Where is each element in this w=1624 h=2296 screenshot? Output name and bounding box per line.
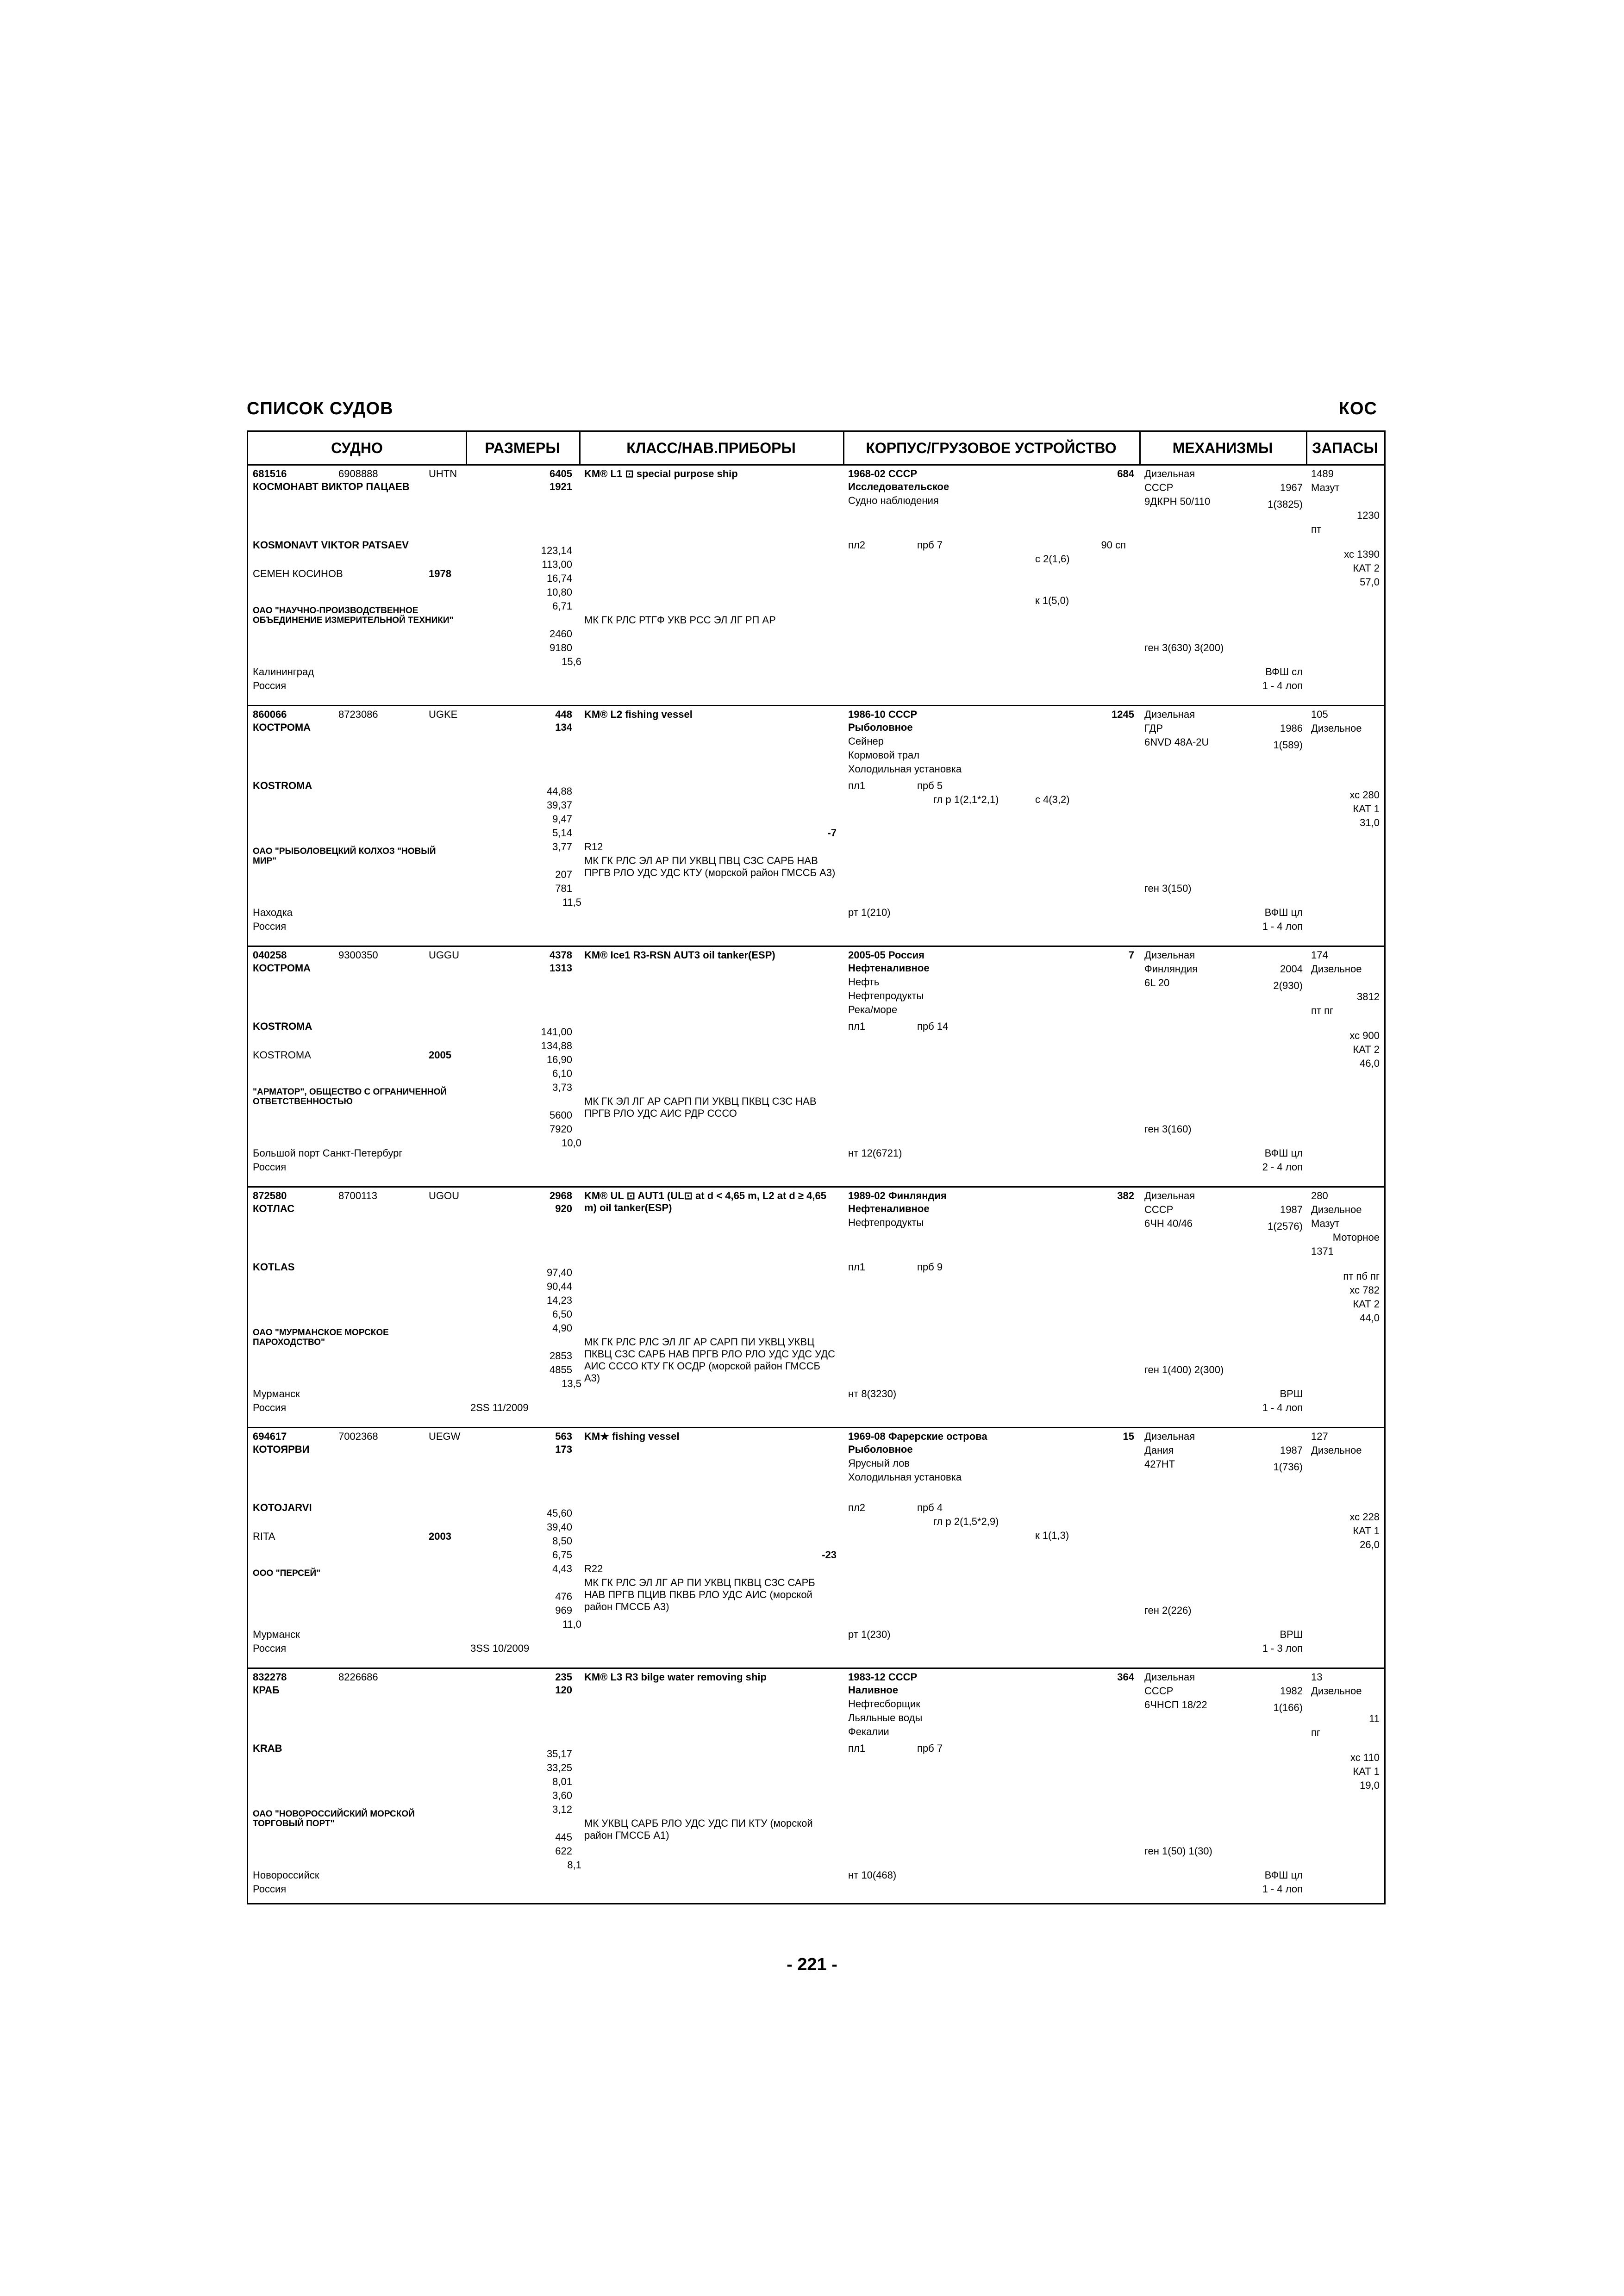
vessel-owner: ОАО "РЫБОЛОВЕЦКИЙ КОЛХОЗ "НОВЫЙ МИР" bbox=[253, 846, 436, 866]
cargo-capacity: нт 8(3230) bbox=[848, 1388, 897, 1400]
propeller-blades: 1 - 4 лоп bbox=[1262, 921, 1303, 932]
survey-info: 3SS 10/2009 bbox=[470, 1643, 530, 1654]
dimension-value: 6,10 bbox=[552, 1068, 572, 1079]
stores-value: 31,0 bbox=[1360, 817, 1380, 828]
stores-value: хс 900 bbox=[1349, 1030, 1380, 1041]
vessel-name: КРАБ bbox=[253, 1684, 280, 1696]
engine-model: 6ЧНСП 18/22 bbox=[1144, 1699, 1207, 1711]
bulkheads: прб 7 bbox=[917, 1742, 943, 1754]
dimension-value: 14,23 bbox=[546, 1294, 572, 1306]
home-port: Калининград bbox=[253, 666, 314, 678]
engine-power: 1(166) bbox=[1273, 1702, 1303, 1713]
yard-number: 364 bbox=[1117, 1671, 1134, 1683]
engine-model: 6ЧН 40/46 bbox=[1144, 1218, 1193, 1229]
flag-country: Россия bbox=[253, 1161, 287, 1173]
stores-value: 11 bbox=[1369, 1713, 1380, 1724]
stores-value: пт пг bbox=[1311, 1005, 1334, 1016]
registry-number: 860066 bbox=[253, 709, 287, 720]
gross-tonnage: 448 bbox=[555, 709, 572, 720]
dimension-value: 3,73 bbox=[552, 1082, 572, 1093]
flag-country: Россия bbox=[253, 1643, 287, 1654]
gross-tonnage: 6405 bbox=[550, 468, 572, 479]
vessel-name-latin: KOTLAS bbox=[253, 1261, 295, 1273]
cargo-booms: к 1(1,3) bbox=[1035, 1530, 1069, 1541]
stores-value: Мазут bbox=[1311, 1218, 1340, 1229]
gross-tonnage: 235 bbox=[555, 1671, 572, 1683]
dimension-value: 5600 bbox=[550, 1109, 572, 1121]
dimension-value: 39,37 bbox=[546, 799, 572, 811]
stores-value: Моторное bbox=[1332, 1232, 1380, 1243]
gross-tonnage: 4378 bbox=[550, 949, 572, 961]
flag-country: Россия bbox=[253, 1883, 287, 1895]
stores-value: КАТ 2 bbox=[1353, 562, 1380, 574]
previous-name-year: 1978 bbox=[429, 568, 451, 579]
vessel-purpose: Фекалии bbox=[848, 1726, 889, 1737]
propeller-blades: 1 - 4 лоп bbox=[1262, 1402, 1303, 1413]
vessel-owner: ОАО "НАУЧНО-ПРОИЗВОДСТВЕННОЕ ОБЪЕДИНЕНИЕ ИЗМЕРИТЕЛЬНОЙ ТЕХНИКИ" bbox=[253, 606, 454, 625]
vessel-name-latin: KOSMONAVT VIKTOR PATSAEV bbox=[253, 539, 409, 551]
propeller-blades: 1 - 4 лоп bbox=[1262, 680, 1303, 691]
stores-value: КАТ 1 bbox=[1353, 1766, 1380, 1777]
hull-extra: 90 сп bbox=[1101, 539, 1126, 551]
generators: ген 3(160) bbox=[1144, 1123, 1192, 1135]
propeller-blades: 1 - 4 лоп bbox=[1262, 1883, 1303, 1895]
dimension-value: 15,6 bbox=[562, 656, 581, 667]
dimension-value: 4,90 bbox=[552, 1322, 572, 1334]
engine-model: 6NVD 48A-2U bbox=[1144, 736, 1209, 748]
previous-name-year: 2003 bbox=[429, 1531, 451, 1542]
column-header-class: КЛАСС/НАВ.ПРИБОРЫ bbox=[626, 440, 796, 456]
engine-type: Дизельная bbox=[1144, 1671, 1195, 1683]
navigation-equipment: МК ГК РЛС РЛС ЭЛ ЛГ АР САРП ПИ УКВЦ УКВЦ ПКВЦ СЗС САРБ НАВ ПРГВ РЛО РЛО УДС УДС УДС АИС СССО КТУ ГК ОСДР (морской район ГМССБ А3) bbox=[584, 1336, 835, 1384]
dimension-value: 3,12 bbox=[552, 1804, 572, 1815]
stores-value: пт пб пг bbox=[1343, 1270, 1380, 1282]
bulkheads: прб 4 bbox=[917, 1502, 943, 1513]
class-notation: KM® L3 R3 bilge water removing ship bbox=[584, 1671, 767, 1683]
dimension-value: 8,1 bbox=[567, 1859, 581, 1871]
imo-number: 7002368 bbox=[338, 1431, 378, 1442]
bulkheads: прб 9 bbox=[917, 1261, 943, 1273]
dimension-value: 8,01 bbox=[552, 1776, 572, 1787]
ship-record bbox=[248, 1668, 1384, 1910]
imo-number: 8700113 bbox=[338, 1190, 378, 1201]
engine-type: Дизельная bbox=[1144, 1190, 1195, 1201]
bulkheads: прб 7 bbox=[917, 539, 943, 551]
gross-tonnage: 563 bbox=[555, 1431, 572, 1442]
decks: пл1 bbox=[848, 1261, 865, 1273]
vessel-purpose: Нефтепродукты bbox=[848, 1217, 924, 1228]
dimension-value: 16,90 bbox=[546, 1054, 572, 1065]
class-notation: KM® Ice1 R3-RSN AUT3 oil tanker(ESP) bbox=[584, 949, 775, 961]
vessel-purpose: Нефть bbox=[848, 976, 880, 988]
stores-value: 13 bbox=[1311, 1671, 1323, 1683]
engine-type: Дизельная bbox=[1144, 949, 1195, 961]
ice-class: R22 bbox=[584, 1563, 603, 1574]
yard-number: 7 bbox=[1128, 949, 1134, 961]
engine-type: Дизельная bbox=[1144, 1431, 1195, 1442]
vessel-name: КОСТРОМА bbox=[253, 722, 311, 733]
engine-model: 427HT bbox=[1144, 1458, 1175, 1470]
dimension-value: 9180 bbox=[550, 642, 572, 653]
vessel-purpose: Сейнер bbox=[848, 735, 884, 747]
class-notation: KM® L1 ⊡ special purpose ship bbox=[584, 468, 738, 479]
engine-country: Дания bbox=[1144, 1444, 1174, 1456]
engine-power: 2(930) bbox=[1273, 980, 1303, 991]
vessel-purpose: Нефтепродукты bbox=[848, 990, 924, 1002]
imo-number: 6908888 bbox=[338, 468, 378, 479]
call-sign: UEGW bbox=[429, 1431, 461, 1442]
vessel-name-latin: KOSTROMA bbox=[253, 780, 312, 791]
dimension-value: 90,44 bbox=[546, 1281, 572, 1292]
stores-value: 3812 bbox=[1357, 991, 1380, 1002]
engine-year: 1982 bbox=[1280, 1685, 1303, 1697]
stores-value: хс 782 bbox=[1349, 1284, 1380, 1296]
dimension-value: 6,50 bbox=[552, 1308, 572, 1320]
vessel-purpose: Ярусный лов bbox=[848, 1457, 910, 1469]
net-tonnage: 920 bbox=[555, 1203, 572, 1214]
hull-build-info: 2005-05 Россия bbox=[848, 949, 924, 961]
ship-register-table bbox=[247, 430, 1386, 1904]
vessel-purpose: Судно наблюдения bbox=[848, 495, 939, 506]
stores-value: 174 bbox=[1311, 949, 1328, 961]
generators: ген 3(150) bbox=[1144, 883, 1192, 894]
stores-value: Дизельное bbox=[1311, 1444, 1362, 1456]
generators: ген 2(226) bbox=[1144, 1605, 1192, 1616]
stores-value: 1371 bbox=[1311, 1245, 1334, 1257]
propeller-type: ВФШ сл bbox=[1265, 666, 1303, 678]
vessel-owner: "АРМАТОР", ОБЩЕСТВО С ОГРАНИЧЕННОЙ ОТВЕТСТВЕННОСТЬЮ bbox=[253, 1087, 447, 1107]
vessel-type: Наливное bbox=[848, 1684, 899, 1696]
net-tonnage: 134 bbox=[555, 722, 572, 733]
decks: пл1 bbox=[848, 780, 865, 791]
engine-country: СССР bbox=[1144, 1204, 1174, 1215]
home-port: Мурманск bbox=[253, 1629, 300, 1640]
cargo-capacity: нт 12(6721) bbox=[848, 1147, 902, 1159]
ice-class: R12 bbox=[584, 841, 603, 852]
stores-value: 57,0 bbox=[1360, 576, 1380, 588]
engine-power: 1(736) bbox=[1273, 1461, 1303, 1473]
dimension-value: 2460 bbox=[550, 628, 572, 640]
stores-value: пг bbox=[1311, 1727, 1320, 1738]
engine-country: СССР bbox=[1144, 482, 1174, 493]
propeller-type: ВРШ bbox=[1280, 1388, 1303, 1400]
vessel-owner: ООО "ПЕРСЕЙ" bbox=[253, 1568, 321, 1578]
dimension-value: 7920 bbox=[550, 1123, 572, 1135]
dimension-value: 113,00 bbox=[542, 559, 572, 570]
yard-number: 684 bbox=[1117, 468, 1134, 479]
navigation-equipment: МК УКВЦ САРБ РЛО УДС УДС ПИ КТУ (морской район ГМССБ А1) bbox=[584, 1817, 813, 1841]
vessel-name-latin: KOSTROMA bbox=[253, 1020, 312, 1032]
engine-type: Дизельная bbox=[1144, 709, 1195, 720]
decks: пл1 bbox=[848, 1742, 865, 1754]
vessel-type: Рыболовное bbox=[848, 722, 913, 733]
hull-build-info: 1968-02 СССР bbox=[848, 468, 918, 479]
previous-name: СЕМЕН КОСИНОВ bbox=[253, 568, 343, 579]
stores-value: 1230 bbox=[1357, 510, 1380, 521]
dimension-value: 2853 bbox=[550, 1350, 572, 1362]
navigation-equipment: МК ГК РЛС ЭЛ ЛГ АР ПИ УКВЦ ПКВЦ СЗС САРБ НАВ ПРГВ ПЦИВ ПКВБ РЛО УДС АИС (морской район ГМССБ А3) bbox=[584, 1577, 815, 1612]
stores-value: 19,0 bbox=[1360, 1780, 1380, 1791]
dimension-value: 97,40 bbox=[546, 1267, 572, 1278]
vessel-purpose: Кормовой трал bbox=[848, 749, 920, 761]
net-tonnage: 1921 bbox=[550, 481, 572, 492]
dimension-value: 6,71 bbox=[552, 600, 572, 612]
yard-number: 15 bbox=[1123, 1431, 1134, 1442]
decks: пл2 bbox=[848, 539, 865, 551]
engine-model: 9ДКРН 50/110 bbox=[1144, 496, 1211, 507]
hull-build-info: 1983-12 СССР bbox=[848, 1671, 918, 1683]
page-number: - 221 - bbox=[787, 1955, 837, 1974]
net-tonnage: 173 bbox=[555, 1444, 572, 1455]
stores-value: 1489 bbox=[1311, 468, 1334, 479]
dimension-value: 44,88 bbox=[546, 785, 572, 797]
generators: ген 3(630) 3(200) bbox=[1144, 642, 1224, 653]
engine-year: 1987 bbox=[1280, 1204, 1303, 1215]
class-notation: KM® L2 fishing vessel bbox=[584, 709, 693, 720]
imo-number: 9300350 bbox=[338, 949, 378, 961]
column-header-stores: ЗАПАСЫ bbox=[1312, 440, 1378, 456]
stores-value: 46,0 bbox=[1360, 1058, 1380, 1069]
engine-power: 1(3825) bbox=[1268, 498, 1303, 510]
dimension-value: 10,0 bbox=[562, 1137, 581, 1149]
cargo-cranes: с 2(1,6) bbox=[1035, 553, 1070, 565]
registry-number: 872580 bbox=[253, 1190, 287, 1201]
generators: ген 1(400) 2(300) bbox=[1144, 1364, 1224, 1375]
stores-value: 105 bbox=[1311, 709, 1328, 720]
stores-value: КАТ 2 bbox=[1353, 1298, 1380, 1310]
survey-info: 2SS 11/2009 bbox=[470, 1402, 529, 1413]
navigation-equipment: МК ГК РЛС ЭЛ АР ПИ УКВЦ ПВЦ СЗС САРБ НАВ ПРГВ РЛО УДС УДС КТУ (морской район ГМССБ А3) bbox=[584, 855, 836, 878]
stores-value: Дизельное bbox=[1311, 1204, 1362, 1215]
cargo-booms: к 1(5,0) bbox=[1035, 595, 1069, 606]
holds: гл р 1(2,1*2,1) bbox=[933, 794, 999, 805]
holds: гл р 2(1,5*2,9) bbox=[933, 1516, 999, 1527]
engine-type: Дизельная bbox=[1144, 468, 1195, 479]
dimension-value: 13,5 bbox=[562, 1378, 581, 1389]
vessel-owner: ОАО "МУРМАНСКОЕ МОРСКОЕ ПАРОХОДСТВО" bbox=[253, 1328, 389, 1347]
engine-country: ГДР bbox=[1144, 722, 1163, 734]
dimension-value: 134,88 bbox=[541, 1040, 572, 1052]
stores-value: 26,0 bbox=[1360, 1539, 1380, 1550]
dimension-value: 35,17 bbox=[546, 1748, 572, 1760]
vessel-type: Исследовательское bbox=[848, 481, 949, 492]
dimension-value: 3,60 bbox=[552, 1790, 572, 1801]
stores-value: пт bbox=[1311, 523, 1321, 535]
decks: пл2 bbox=[848, 1502, 865, 1513]
engine-year: 1986 bbox=[1280, 722, 1303, 734]
ice-mark: -23 bbox=[822, 1549, 837, 1561]
dimension-value: 6,75 bbox=[552, 1549, 572, 1561]
class-notation: KM® UL ⊡ AUT1 (UL⊡ at d < 4,65 m, L2 at d ≥ 4,65 m) oil tanker(ESP) bbox=[584, 1190, 826, 1213]
dimension-value: 445 bbox=[555, 1831, 572, 1843]
dimension-value: 16,74 bbox=[546, 572, 572, 584]
engine-power: 1(589) bbox=[1273, 739, 1303, 751]
stores-value: КАТ 1 bbox=[1353, 1525, 1380, 1537]
dimension-value: 781 bbox=[555, 883, 572, 894]
registry-number: 694617 bbox=[253, 1431, 287, 1442]
dimension-value: 123,14 bbox=[541, 545, 572, 556]
page-header-title: СПИСОК СУДОВ bbox=[247, 399, 394, 418]
propeller-blades: 2 - 4 лоп bbox=[1262, 1161, 1303, 1173]
stores-value: хс 280 bbox=[1349, 789, 1380, 801]
engine-country: СССР bbox=[1144, 1685, 1174, 1697]
home-port: Новороссийск bbox=[253, 1869, 319, 1881]
ship-record bbox=[248, 1428, 1384, 1669]
registry-number: 832278 bbox=[253, 1671, 287, 1683]
dimension-value: 9,47 bbox=[552, 813, 572, 825]
call-sign: UGOU bbox=[429, 1190, 459, 1201]
home-port: Находка bbox=[253, 907, 293, 918]
propeller-type: ВФШ цл bbox=[1264, 1869, 1303, 1881]
ship-record bbox=[248, 465, 1384, 706]
dimension-value: 476 bbox=[555, 1591, 572, 1602]
vessel-owner: ОАО "НОВОРОССИЙСКИЙ МОРСКОЙ ТОРГОВЫЙ ПОРТ" bbox=[253, 1809, 415, 1829]
engine-year: 1987 bbox=[1280, 1444, 1303, 1456]
dimension-value: 11,5 bbox=[562, 896, 581, 908]
gross-tonnage: 2968 bbox=[550, 1190, 572, 1201]
dimension-value: 8,50 bbox=[552, 1535, 572, 1547]
dimension-value: 10,80 bbox=[546, 586, 572, 598]
flag-country: Россия bbox=[253, 680, 287, 691]
class-notation: KM★ fishing vessel bbox=[584, 1431, 680, 1442]
stores-value: Мазут bbox=[1311, 482, 1340, 493]
column-header-hull: КОРПУС/ГРУЗОВОЕ УСТРОЙСТВО bbox=[866, 440, 1117, 456]
stores-value: 44,0 bbox=[1360, 1312, 1380, 1324]
stores-value: Дизельное bbox=[1311, 722, 1362, 734]
vessel-type: Рыболовное bbox=[848, 1444, 913, 1455]
hull-build-info: 1986-10 СССР bbox=[848, 709, 918, 720]
stores-value: хс 228 bbox=[1349, 1511, 1380, 1523]
propeller-type: ВРШ bbox=[1280, 1629, 1303, 1640]
bulkheads: прб 5 bbox=[917, 780, 943, 791]
dimension-value: 11,0 bbox=[562, 1618, 581, 1630]
dimension-value: 4855 bbox=[550, 1364, 572, 1375]
stores-value: хс 110 bbox=[1350, 1752, 1380, 1763]
engine-year: 2004 bbox=[1280, 963, 1303, 975]
bulkheads: прб 14 bbox=[917, 1020, 949, 1032]
dimension-value: 39,40 bbox=[546, 1521, 572, 1533]
ship-record bbox=[248, 1187, 1384, 1428]
stores-value: КАТ 1 bbox=[1353, 803, 1380, 815]
call-sign: UHTN bbox=[429, 468, 457, 479]
vessel-type: Нефтеналивное bbox=[848, 962, 930, 974]
engine-power: 1(2576) bbox=[1268, 1220, 1303, 1232]
imo-number: 8226686 bbox=[338, 1671, 378, 1683]
home-port: Большой порт Санкт-Петербург bbox=[253, 1147, 403, 1159]
stores-value: Дизельное bbox=[1311, 963, 1362, 975]
cargo-capacity: рт 1(230) bbox=[848, 1629, 891, 1640]
vessel-purpose: Льяльные воды bbox=[848, 1712, 923, 1724]
flag-country: Россия bbox=[253, 921, 287, 932]
hull-build-info: 1989-02 Финляндия bbox=[848, 1190, 947, 1201]
stores-value: Дизельное bbox=[1311, 1685, 1362, 1697]
propeller-blades: 1 - 3 лоп bbox=[1262, 1643, 1303, 1654]
dimension-value: 45,60 bbox=[546, 1507, 572, 1519]
navigation-equipment: МК ГК РЛС РТГФ УКВ РСС ЭЛ ЛГ РП АР bbox=[584, 614, 776, 626]
vessel-purpose: Холодильная установка bbox=[848, 1471, 962, 1483]
dimension-value: 141,00 bbox=[541, 1026, 572, 1038]
previous-name: RITA bbox=[253, 1531, 275, 1542]
vessel-name: КОСТРОМА bbox=[253, 962, 311, 974]
net-tonnage: 1313 bbox=[550, 962, 572, 974]
yard-number: 1245 bbox=[1112, 709, 1134, 720]
stores-value: хс 1390 bbox=[1344, 548, 1380, 560]
vessel-purpose: Нефтесборщик bbox=[848, 1698, 920, 1710]
column-header-dimensions: РАЗМЕРЫ bbox=[485, 440, 560, 456]
generators: ген 1(50) 1(30) bbox=[1144, 1845, 1212, 1857]
stores-value: 280 bbox=[1311, 1190, 1328, 1201]
column-header-vessel: СУДНО bbox=[331, 440, 383, 456]
yard-number: 382 bbox=[1117, 1190, 1134, 1201]
dimension-value: 3,77 bbox=[552, 841, 572, 852]
call-sign: UGGU bbox=[429, 949, 459, 961]
ship-record bbox=[248, 946, 1384, 1188]
stores-value: 127 bbox=[1311, 1431, 1328, 1442]
vessel-purpose: Река/море bbox=[848, 1004, 898, 1015]
vessel-name: КОСМОНАВТ ВИКТОР ПАЦАЕВ bbox=[253, 481, 410, 492]
column-header-machinery: МЕХАНИЗМЫ bbox=[1172, 440, 1273, 456]
dimension-value: 4,43 bbox=[552, 1563, 572, 1574]
imo-number: 8723086 bbox=[338, 709, 378, 720]
vessel-name: КОТЛАС bbox=[253, 1203, 295, 1214]
vessel-name-latin: KRAB bbox=[253, 1742, 282, 1754]
stores-value: КАТ 2 bbox=[1353, 1044, 1380, 1055]
ice-mark: -7 bbox=[827, 827, 837, 839]
net-tonnage: 120 bbox=[555, 1684, 572, 1696]
hull-build-info: 1969-08 Фарерские острова bbox=[848, 1431, 987, 1442]
vessel-purpose: Холодильная установка bbox=[848, 763, 962, 775]
vessel-type: Нефтеналивное bbox=[848, 1203, 930, 1214]
ship-record bbox=[248, 706, 1384, 947]
propeller-type: ВФШ цл bbox=[1264, 1147, 1303, 1159]
registry-number: 040258 bbox=[253, 949, 287, 961]
call-sign: UGKE bbox=[429, 709, 458, 720]
vessel-name: КОТОЯРВИ bbox=[253, 1444, 310, 1455]
vessel-name-latin: KOTOJARVI bbox=[253, 1502, 312, 1513]
dimension-value: 207 bbox=[555, 869, 572, 880]
engine-country: Финляндия bbox=[1144, 963, 1198, 975]
flag-country: Россия bbox=[253, 1402, 287, 1413]
decks: пл1 bbox=[848, 1020, 865, 1032]
navigation-equipment: МК ГК ЭЛ ЛГ АР САРП ПИ УКВЦ ПКВЦ СЗС НАВ ПРГВ РЛО УДС АИС РДР СССО bbox=[584, 1095, 817, 1119]
page-header-section: КОС bbox=[1338, 399, 1377, 418]
previous-name: KOSTROMA bbox=[253, 1049, 311, 1061]
cargo-capacity: рт 1(210) bbox=[848, 907, 891, 918]
engine-year: 1967 bbox=[1280, 482, 1303, 493]
propeller-type: ВФШ цл bbox=[1264, 907, 1303, 918]
cargo-capacity: нт 10(468) bbox=[848, 1869, 897, 1881]
dimension-value: 33,25 bbox=[546, 1762, 572, 1773]
engine-model: 6L 20 bbox=[1144, 977, 1170, 989]
dimension-value: 622 bbox=[555, 1845, 572, 1857]
cargo-cranes: с 4(3,2) bbox=[1035, 794, 1070, 805]
registry-number: 681516 bbox=[253, 468, 287, 479]
previous-name-year: 2005 bbox=[429, 1049, 451, 1061]
dimension-value: 969 bbox=[555, 1605, 572, 1616]
dimension-value: 5,14 bbox=[552, 827, 572, 839]
home-port: Мурманск bbox=[253, 1388, 300, 1400]
